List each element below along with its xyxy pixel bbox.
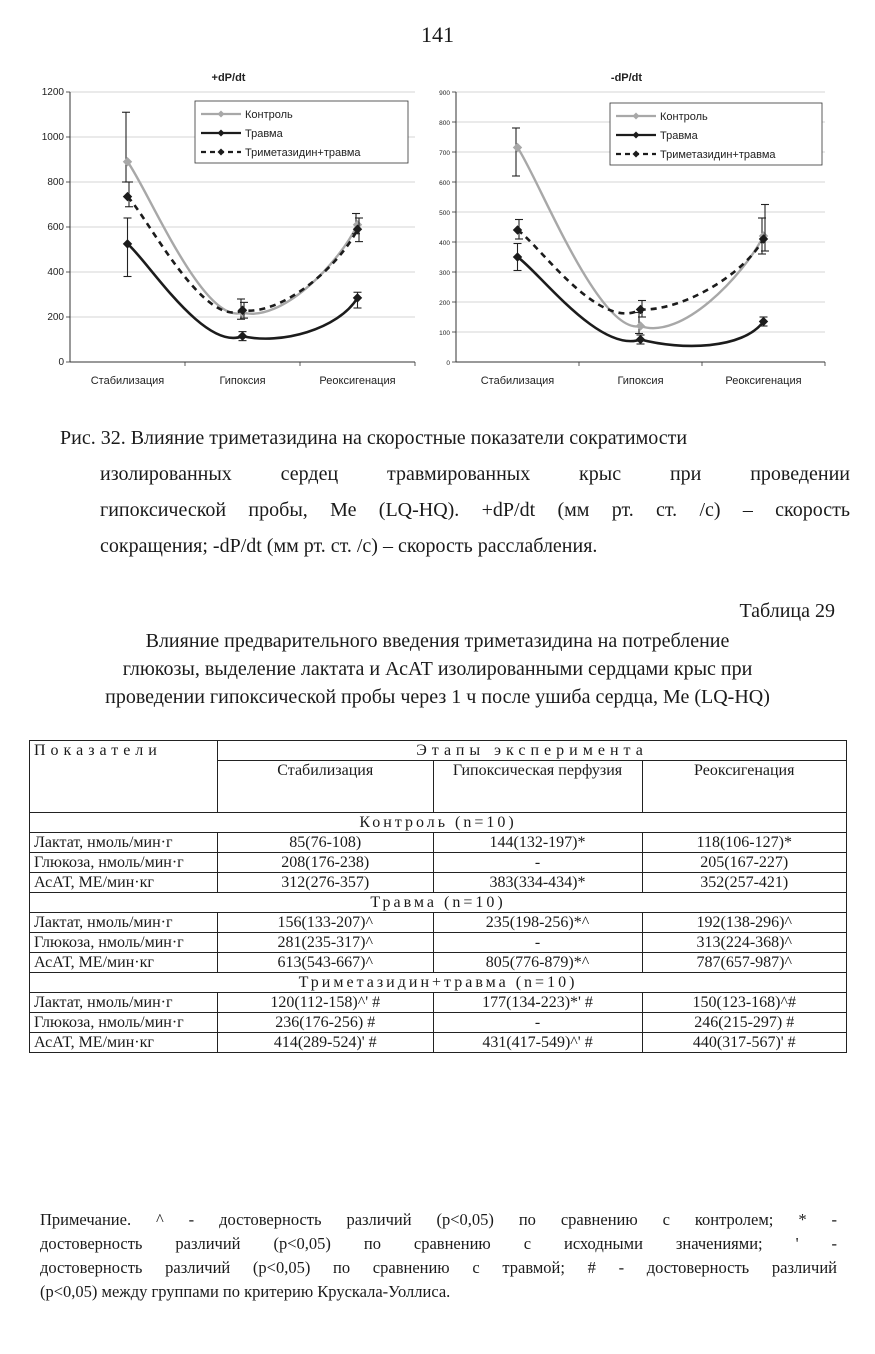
legend-label: Травма — [245, 128, 283, 140]
group-row — [30, 973, 847, 993]
cell-value: 235(198-256)*^ — [433, 913, 642, 933]
legend-label: Контроль — [660, 111, 708, 123]
y-tick-label: 100 — [439, 330, 450, 337]
group-row — [30, 813, 847, 833]
table-row — [30, 1013, 847, 1033]
chart-title: -dP/dt — [610, 72, 643, 84]
table-row — [30, 913, 847, 933]
cell-value: 613(543-667)^ — [218, 953, 434, 973]
cell-value: 205(167-227) — [642, 853, 847, 873]
group-row — [30, 893, 847, 913]
x-tick-label: Реоксигенация — [319, 375, 396, 387]
row-label: Глюкоза, нмоль/мин·г — [30, 1013, 218, 1033]
y-tick-label: 200 — [47, 312, 64, 323]
header-reoxygenation: Реоксигенация — [642, 761, 847, 813]
cell-value: 787(657-987)^ — [642, 953, 847, 973]
table-title-line: глюкозы, выделение лактата и АсАТ изолированными сердцами крыс при — [122, 658, 753, 680]
table-title — [30, 627, 845, 711]
table-title-line: Влияние предварительного введения триметазидина на потребление — [145, 630, 730, 652]
cell-value: 208(176-238) — [218, 853, 434, 873]
series-line — [518, 257, 764, 346]
data-point — [239, 332, 247, 340]
chart-minus-dpdt — [420, 60, 860, 405]
table-title-line: проведении гипоксической пробы через 1 ч после ушиба сердца, Ме (LQ-HQ) — [105, 686, 770, 708]
cell-value: 281(235-317)^ — [218, 933, 434, 953]
y-tick-label: 700 — [439, 150, 450, 157]
data-point — [637, 336, 645, 344]
cell-value: 805(776-879)*^ — [433, 953, 642, 973]
header-hypoxic: Гипоксическая перфузия — [433, 761, 642, 813]
cell-value: 313(224-368)^ — [642, 933, 847, 953]
cell-value: 312(276-357) — [218, 873, 434, 893]
series-line — [128, 244, 358, 339]
x-tick-label: Гипоксия — [219, 375, 266, 387]
group-header: Контроль (n=10) — [30, 813, 847, 833]
y-tick-label: 400 — [47, 267, 64, 278]
y-tick-label: 800 — [439, 120, 450, 127]
row-label: АсАТ, МЕ/мин·кг — [30, 1033, 218, 1053]
y-tick-label: 600 — [439, 180, 450, 187]
table-row — [30, 993, 847, 1013]
legend-label: Травма — [660, 130, 698, 142]
y-tick-label: 400 — [439, 240, 450, 247]
cell-value: 156(133-207)^ — [218, 913, 434, 933]
cell-value: 85(76-108) — [218, 833, 434, 853]
data-table — [29, 740, 847, 1053]
y-tick-label: 300 — [439, 270, 450, 277]
table-row — [30, 873, 847, 893]
cell-value: 177(134-223)*' # — [433, 993, 642, 1013]
x-tick-label: Гипоксия — [617, 375, 664, 387]
row-label: Глюкоза, нмоль/мин·г — [30, 853, 218, 873]
note-line: достоверность различий (p<0,05) по сравнению с травмой; # - достоверность различий — [40, 1258, 837, 1277]
cell-value: 118(106-127)* — [642, 833, 847, 853]
caption-line: Рис. 32. Влияние триметазидина на скоростные показатели сократимости — [60, 427, 688, 449]
cell-value: 150(123-168)^# — [642, 993, 847, 1013]
caption-line: сокращения; -dP/dt (мм рт. ст. /с) – скорость расслабления. — [100, 535, 598, 557]
header-indicators: Показатели — [30, 741, 218, 813]
legend-label: Триметазидин+травма — [660, 149, 776, 161]
x-tick-label: Стабилизация — [90, 375, 165, 387]
caption-line: гипоксической пробы, Ме (LQ-HQ). +dP/dt (мм рт. ст. /с) – скорость — [100, 499, 850, 521]
cell-value: 236(176-256) # — [218, 1013, 434, 1033]
caption-line: изолированных сердец травмированных крыс при проведении — [100, 463, 850, 485]
header-stabilization: Стабилизация — [218, 761, 434, 813]
note-line: достоверность различий (p<0,05) по сравнению с исходными значениями; ' - — [40, 1234, 837, 1253]
legend-label: Контроль — [245, 109, 293, 121]
note-line: Примечание. ^ - достоверность различий (p<0,05) по сравнению с контролем; * - — [40, 1210, 837, 1229]
table-row — [30, 833, 847, 853]
row-label: Лактат, нмоль/мин·г — [30, 913, 218, 933]
table-body — [30, 813, 847, 1053]
cell-value: - — [433, 853, 642, 873]
chart-plus-dpdt — [0, 60, 440, 405]
y-tick-label: 200 — [439, 300, 450, 307]
row-label: Глюкоза, нмоль/мин·г — [30, 933, 218, 953]
page-number: 141 — [421, 22, 454, 47]
cell-value: 246(215-297) # — [642, 1013, 847, 1033]
table-row — [30, 953, 847, 973]
y-tick-label: 1000 — [41, 132, 64, 143]
cell-value: 431(417-549)^' # — [433, 1033, 642, 1053]
cell-value: 144(132-197)* — [433, 833, 642, 853]
header-stages: Этапы эксперимента — [218, 741, 847, 761]
note-line: (p<0,05) между группами по критерию Крускала-Уоллиса. — [40, 1282, 451, 1301]
y-tick-label: 0 — [58, 357, 64, 368]
cell-value: - — [433, 933, 642, 953]
chart-title: +dP/dt — [211, 72, 246, 84]
table-label: Таблица 29 — [739, 600, 835, 622]
cell-value: 440(317-567)' # — [642, 1033, 847, 1053]
table-row — [30, 933, 847, 953]
data-point — [637, 322, 645, 330]
row-label: Лактат, нмоль/мин·г — [30, 833, 218, 853]
table-row — [30, 1033, 847, 1053]
y-tick-label: 800 — [47, 177, 64, 188]
y-tick-label: 900 — [439, 90, 450, 97]
table-header-row — [30, 741, 847, 761]
cell-value: 192(138-296)^ — [642, 913, 847, 933]
row-label: Лактат, нмоль/мин·г — [30, 993, 218, 1013]
cell-value: 352(257-421) — [642, 873, 847, 893]
table-row — [30, 853, 847, 873]
cell-value: 383(334-434)* — [433, 873, 642, 893]
y-tick-label: 600 — [47, 222, 64, 233]
cell-value: - — [433, 1013, 642, 1033]
y-tick-label: 0 — [446, 360, 450, 367]
row-label: АсАТ, МЕ/мин·кг — [30, 953, 218, 973]
table-note — [40, 1208, 837, 1304]
series-line — [128, 162, 358, 314]
cell-value: 414(289-524)' # — [218, 1033, 434, 1053]
series-line — [128, 197, 358, 313]
x-tick-label: Реоксигенация — [725, 375, 802, 387]
x-tick-label: Стабилизация — [480, 375, 555, 387]
legend-label: Триметазидин+травма — [245, 147, 361, 159]
y-tick-label: 500 — [439, 210, 450, 217]
y-tick-label: 1200 — [41, 87, 64, 98]
figure-caption — [60, 420, 850, 564]
group-header: Травма (n=10) — [30, 893, 847, 913]
cell-value: 120(112-158)^' # — [218, 993, 434, 1013]
row-label: АсАТ, МЕ/мин·кг — [30, 873, 218, 893]
group-header: Триметазидин+травма (n=10) — [30, 973, 847, 993]
